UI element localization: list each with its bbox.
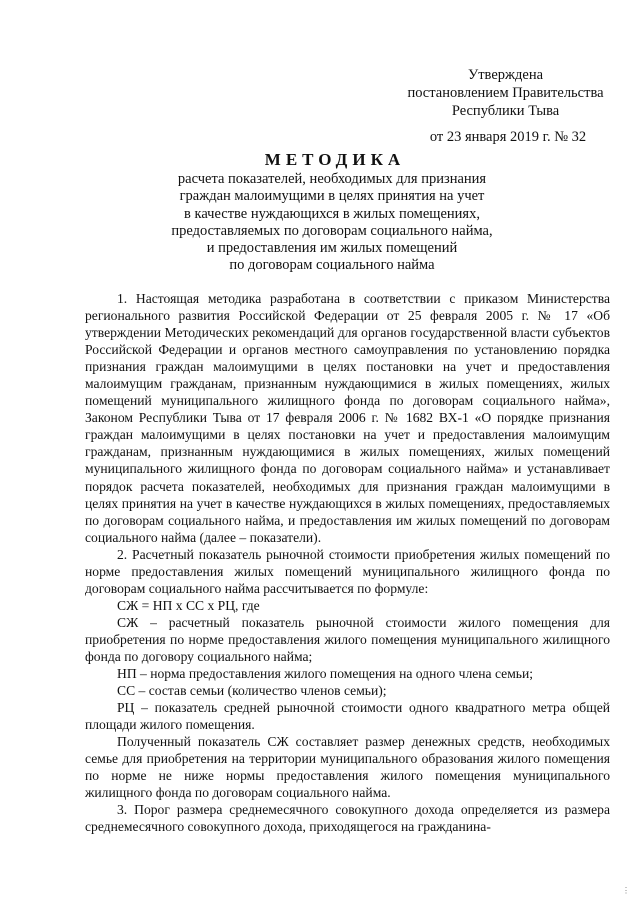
subtitle-line: граждан малоимущими в целях принятия на учет (179, 188, 485, 205)
subtitle-line: в качестве нуждающихся в жилых помещениях, (184, 205, 480, 222)
subtitle-line: предоставляемых по договорам социального найма, (171, 222, 493, 239)
document-subtitle (112, 171, 552, 275)
subtitle-line: по договорам социального найма (229, 257, 435, 274)
definition-ss: СС – состав семьи (количество членов семьи); (117, 683, 387, 699)
paragraph-1: 1. Настоящая методика разработана в соответствии с приказом Министерства регионального развития Российской Федерации от 25 февраля 2005 г. № 17 «Об утверждении Методических рекомендаций для органов государственной власти субъектов Российской Федерации и органов местного самоуправления по установлению порядка признания граждан малоимущими в целях постановки на учет и предоставления малоимущим гражданам, признанным нуждающимися в жилых помещениях, жилых помещений муниципального жилищного фонда по договорам социального найма», Законом Республики Тыва от 17 февраля 2006 г. № 1682 ВХ-1 «О порядке признания граждан малоимущими в целях постановки на учет и предоставления малоимущим гражданам, признанным нуждающимися в жилых помещениях, жилых помещений муниципального жилищного фонда по договорам социального найма» и устанавливает порядок расчета показателей, необходимых для признания граждан малоимущими в целях принятия на учет в качестве нуждающихся в жилых помещениях, предоставляемых по договорам социального найма, и предоставления им жилых помещений по договорам социального найма (далее – показатели). (85, 291, 610, 545)
definition-np: НП – норма предоставления жилого помещения на одного члена семьи; (117, 666, 534, 682)
approval-block (398, 66, 613, 120)
paragraph-result: Полученный показатель СЖ составляет размер денежных средств, необходимых семье для приобретения на территории муниципального образования жилого помещения по норме не ниже нормы предоставления жилого помещения муниципального жилищного фонда по договорам социального найма. (85, 734, 610, 801)
definition-szh: СЖ – расчетный показатель рыночной стоимости жилого помещения для приобретения по норме предоставления жилого помещения муниципального жилищного фонда по договору социального найма; (85, 614, 610, 664)
definition-rc: РЦ – показатель средней рыночной стоимости одного квадратного метра общей площади жилого помещения. (85, 700, 610, 733)
approval-line-2: постановлением Правительства (407, 85, 604, 101)
document-title: МЕТОДИКА (264, 150, 406, 169)
approval-line-1: Утверждена (467, 67, 544, 83)
approval-date: от 23 января 2019 г. № 32 (429, 129, 587, 145)
approval-line-3: Республики Тыва (451, 103, 560, 119)
document-body (85, 290, 610, 836)
formula: СЖ = НП х СС х РЦ, где (117, 597, 260, 613)
paragraph-3: 3. Порог размера среднемесячного совокупного дохода определяется из размера среднемесячного совокупного дохода, приходящегося на гражданина- (85, 802, 610, 835)
scan-speck: ⋮ (622, 886, 630, 895)
subtitle-line: расчета показателей, необходимых для признания (177, 171, 487, 187)
paragraph-2: 2. Расчетный показатель рыночной стоимости приобретения жилых помещений по норме предоставления жилых помещений муниципального жилищного фонда по договорам социального найма рассчитывается по формуле: (85, 546, 610, 596)
subtitle-line: и предоставления им жилых помещений (206, 240, 458, 257)
